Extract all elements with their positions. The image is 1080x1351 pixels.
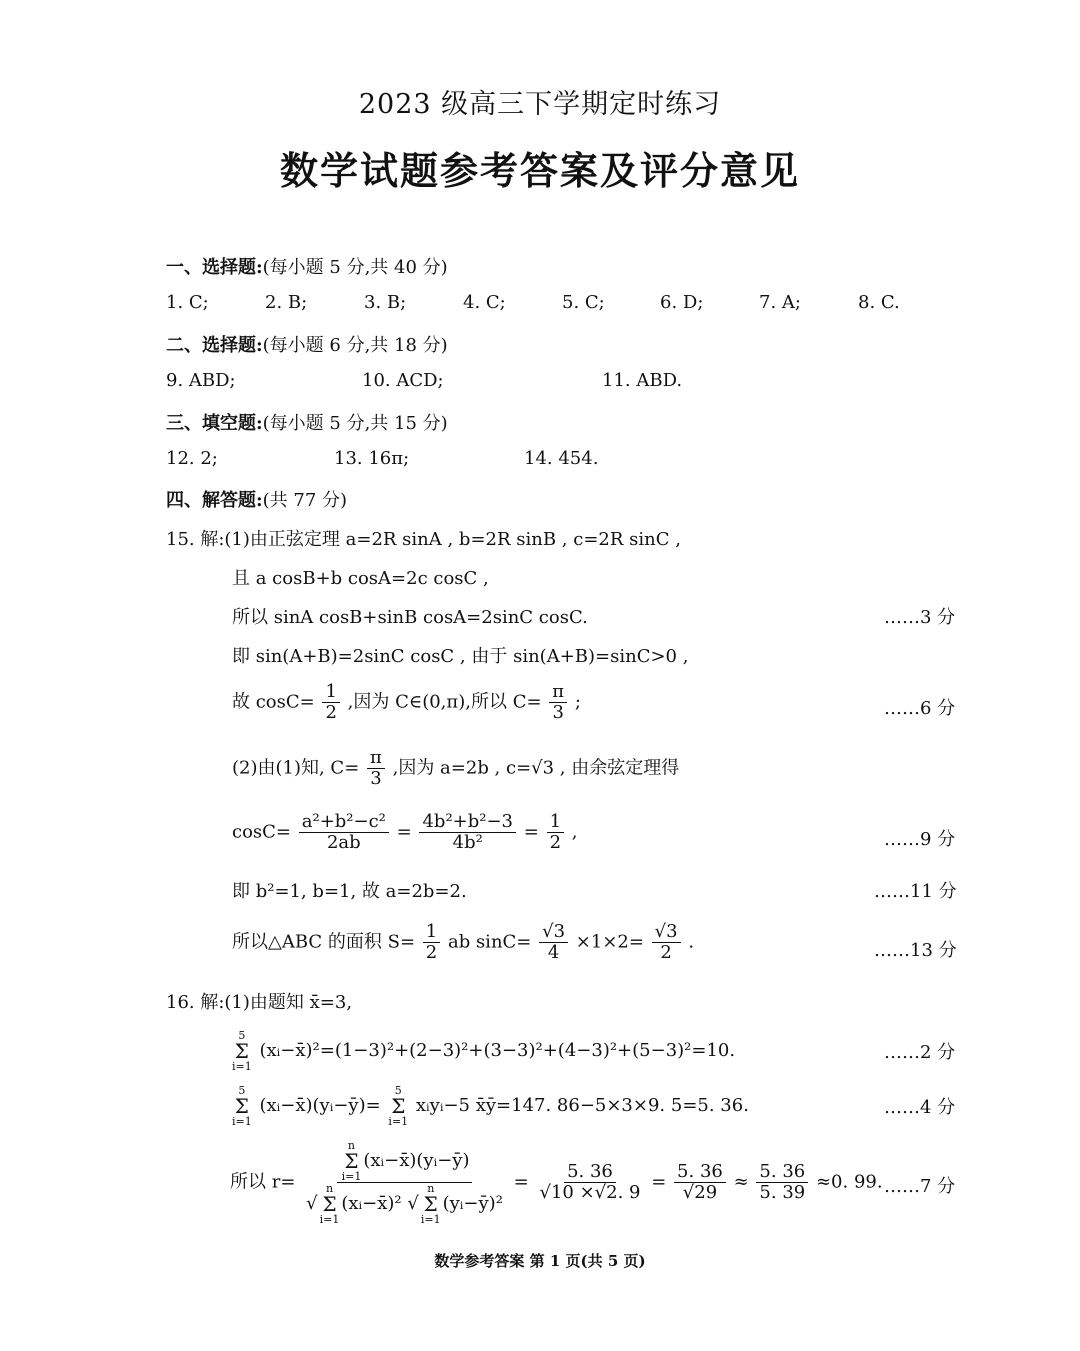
frac-num: [337, 1140, 473, 1183]
q15-line-8: 即 b²=1, b=1, 故 a=2b=2.: [232, 881, 467, 902]
q15-score-3: ……3 分: [884, 607, 956, 628]
equals-sign: =: [651, 1171, 667, 1193]
frac-den: 4b²: [452, 831, 483, 853]
frac-den: 2: [425, 941, 438, 963]
sum-symbol: [342, 1140, 362, 1182]
q15-l9-a: 所以△ABC 的面积 S=: [232, 931, 416, 953]
sum-lower: i=1: [341, 1170, 362, 1183]
answer-2: 2. B;: [265, 292, 308, 313]
sum-upper: n: [347, 1139, 355, 1152]
sigma-glyph: Σ: [423, 1192, 438, 1216]
sum-upper: 5: [238, 1029, 246, 1042]
section-4-heading: [166, 486, 347, 512]
fraction-pi-third: [367, 748, 385, 789]
q15-l5-c: ;: [574, 691, 581, 713]
answer-9: 9. ABD;: [166, 370, 236, 391]
q15-line-7: [232, 812, 578, 853]
q16-line-2: [230, 1030, 735, 1072]
answer-13: 13. 16π;: [334, 448, 410, 469]
sum-symbol: [421, 1183, 441, 1225]
frac-num: π: [549, 682, 567, 703]
sigma-glyph: Σ: [322, 1192, 337, 1216]
q16-line-3: [230, 1085, 749, 1127]
frac-num: 1: [322, 682, 339, 703]
frac-num: 5. 36: [564, 1162, 616, 1183]
q15-line-2: 且 a cosB+b cosA=2c cosC ,: [232, 568, 489, 589]
q16-score-2: ……2 分: [884, 1042, 956, 1063]
frac-den: 3: [370, 767, 382, 789]
fraction-one-half: [423, 922, 440, 963]
sum-upper: 5: [394, 1084, 402, 1097]
answer-7: 7. A;: [759, 292, 801, 313]
q15-score-13: ……13 分: [874, 940, 957, 961]
approx-sign: ≈: [733, 1171, 749, 1193]
answer-14: 14. 454.: [524, 448, 599, 469]
q15-l7-b: =: [396, 821, 412, 843]
frac-den: 2ab: [326, 831, 361, 853]
frac-num: √3: [539, 922, 568, 943]
sum-lower: i=1: [388, 1115, 409, 1128]
sum-lower: i=1: [232, 1115, 252, 1128]
fraction-r-step-1: [536, 1162, 643, 1203]
q16-l3-b: xᵢyᵢ−5 x̄ȳ=147. 86−5×3×9. 5=5. 36.: [415, 1095, 749, 1116]
section-1-title: 一、选择题:: [166, 257, 263, 278]
sum-symbol: [232, 1085, 252, 1127]
q16-line-1: 16. 解:(1)由题知 x̄=3,: [166, 992, 353, 1013]
frac-den: [303, 1183, 506, 1225]
sigma-glyph: Σ: [344, 1149, 359, 1173]
frac-num: 4b²+b²−3: [419, 812, 516, 833]
sum-symbol: [232, 1030, 252, 1072]
page-footer: 数学参考答案 第 1 页(共 5 页): [434, 1252, 646, 1270]
sqrt-icon: √: [407, 1193, 419, 1214]
frac-den: 2: [325, 701, 337, 723]
answer-4: 4. C;: [463, 292, 506, 313]
answer-8: 8. C.: [858, 292, 900, 313]
q16-l4-a: 所以 r=: [230, 1171, 296, 1193]
answer-1: 1. C;: [166, 292, 209, 313]
frac-num: a²+b²−c²: [299, 812, 389, 833]
section-1-note: (每小题 5 分,共 40 分): [262, 257, 448, 278]
q15-l5-b: ,因为 C∈(0,π),所以 C=: [347, 691, 542, 713]
answer-10: 10. ACD;: [362, 370, 444, 391]
fraction-r-step-3: [756, 1162, 808, 1203]
q15-l6-b: ,因为 a=2b , c=√3 , 由余弦定理得: [392, 757, 680, 779]
frac-num: 1: [547, 812, 564, 833]
section-4-title: 四、解答题:: [166, 490, 263, 511]
r-denominator-x: (xᵢ−x̄)²: [341, 1193, 402, 1214]
q16-score-7: ……7 分: [884, 1176, 956, 1197]
section-3-note: (每小题 5 分,共 15 分): [262, 413, 448, 434]
q15-line-5: [232, 682, 581, 723]
section-4-note: (共 77 分): [262, 490, 348, 511]
sum-lower: i=1: [420, 1213, 441, 1226]
q15-l6-a: (2)由(1)知, C=: [232, 757, 360, 779]
q15-line-6: [232, 748, 679, 789]
sum-lower: i=1: [319, 1213, 340, 1226]
frac-den: √10 ×√2. 9: [539, 1182, 641, 1203]
q15-line-9: [232, 922, 694, 963]
q15-score-6: ……6 分: [884, 698, 956, 719]
answer-12: 12. 2;: [166, 448, 218, 469]
sum-lower: i=1: [232, 1060, 252, 1073]
section-3-heading: [166, 409, 448, 435]
q15-l7-d: ,: [571, 821, 578, 843]
q15-l5-a: 故 cosC=: [232, 691, 315, 713]
exam-subtitle: 2023 级高三下学期定时练习: [358, 89, 722, 120]
fraction-cosine-sub: [419, 812, 516, 853]
fraction-one-half: [547, 812, 564, 853]
section-1-heading: [166, 253, 448, 279]
section-2-title: 二、选择题:: [166, 335, 263, 356]
frac-den: 3: [552, 701, 564, 723]
fraction-correlation: [303, 1140, 506, 1225]
fraction-sqrt3-2: [652, 922, 681, 963]
q15-line-1: 15. 解:(1)由正弦定理 a=2R sinA , b=2R sinB , c=2R sinC ,: [166, 529, 681, 550]
q16-line-4: [230, 1140, 883, 1225]
sigma-glyph: Σ: [391, 1094, 406, 1118]
q15-line-4: 即 sin(A+B)=2sinC cosC , 由于 sin(A+B)=sinC>0 ,: [232, 646, 689, 667]
q15-score-9: ……9 分: [884, 829, 956, 850]
q16-l2-text: (xᵢ−x̄)²=(1−3)²+(2−3)²+(3−3)²+(4−3)²+(5−3)²=10.: [259, 1040, 736, 1061]
sum-upper: n: [427, 1182, 435, 1195]
frac-num: 1: [423, 922, 440, 943]
q16-l3-a: (xᵢ−x̄)(yᵢ−ȳ)=: [259, 1095, 381, 1116]
q15-l7-c: =: [523, 821, 539, 843]
sum-symbol: [320, 1183, 340, 1225]
answer-6: 6. D;: [660, 292, 704, 313]
frac-num: 5. 36: [756, 1162, 808, 1183]
frac-den: √29: [682, 1182, 718, 1203]
answer-3: 3. B;: [364, 292, 407, 313]
page-title: 数学试题参考答案及评分意见: [279, 148, 800, 193]
fraction-one-half: [322, 682, 339, 723]
sqrt-icon: √: [306, 1193, 318, 1214]
answer-5: 5. C;: [562, 292, 605, 313]
sum-upper: n: [325, 1182, 334, 1195]
q15-score-11: ……11 分: [874, 881, 957, 902]
sigma-glyph: Σ: [234, 1094, 249, 1118]
r-numerator: (xᵢ−x̄)(yᵢ−ȳ): [363, 1150, 470, 1171]
frac-den: 4: [547, 941, 560, 963]
frac-num: π: [367, 748, 385, 769]
section-3-title: 三、填空题:: [166, 413, 263, 434]
q15-l7-a: cosC=: [232, 821, 292, 843]
sum-upper: 5: [238, 1084, 246, 1097]
sum-symbol: [388, 1085, 408, 1127]
frac-num: 5. 36: [674, 1162, 726, 1183]
frac-den: 2: [549, 831, 562, 853]
q15-l9-b: ab sinC=: [447, 931, 532, 953]
section-2-heading: [166, 331, 448, 357]
fraction-sqrt3-4: [539, 922, 568, 963]
section-2-note: (每小题 6 分,共 18 分): [262, 335, 448, 356]
r-denominator-y: (yᵢ−ȳ)²: [442, 1193, 503, 1214]
answer-11: 11. ABD.: [602, 370, 683, 391]
equals-sign: =: [513, 1171, 529, 1193]
fraction-pi-third: [549, 682, 567, 723]
frac-den: 2: [660, 941, 672, 963]
fraction-cosine-law: [299, 812, 389, 853]
fraction-r-step-2: [674, 1162, 726, 1203]
sigma-glyph: Σ: [234, 1039, 249, 1063]
q15-l9-d: .: [688, 931, 695, 953]
q15-l9-c: ×1×2=: [575, 931, 644, 953]
frac-num: √3: [652, 922, 681, 943]
q16-result: ≈0. 99.: [815, 1171, 883, 1193]
q15-line-3: 所以 sinA cosB+sinB cosA=2sinC cosC.: [232, 607, 588, 628]
frac-den: 5. 39: [759, 1182, 806, 1203]
q16-score-4: ……4 分: [884, 1097, 956, 1118]
